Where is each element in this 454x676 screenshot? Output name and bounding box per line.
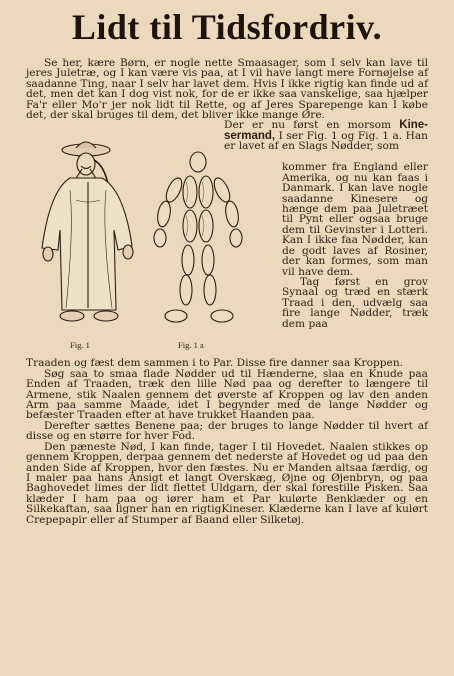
- article-body-continued: [26, 358, 428, 525]
- fig1-caption: Fig. 1: [70, 340, 90, 351]
- p4-hands: Søg saa to smaa flade Nødder ud til Hænderne, slaa en Knude paa Enden af Traaden, træk den lille Nød paa og derefter to længere til Armene, stik Naalen gennem det øverste af Kroppen og lav den anden Arm paa samme Maade, idet I begynder med de lange Nødder og befæster Traaden efter at have trukket Haanden paa.: [26, 367, 428, 422]
- fig1a-caption: Fig. 1 a: [178, 340, 204, 351]
- p2-rest: I ser Fig. 1 og Fig. 1 a. Han er lavet af en Slags Nødder, som: [224, 129, 428, 153]
- chinese-man-illustration: [30, 130, 140, 340]
- nut-man-illustration: [144, 148, 254, 351]
- p2-column: kommer fra England eller Amerika, og nu kan faas i Danmark. I kan lave nogle saadanne Kinesere og hænge dem paa Juletræet til Pynt eller ogsaa bruge dem til Gevinster i Lotteri. Kan I ikke faa Nødder, kan de godt laves af Rosiner, der kan formes, som man vil have dem.: [282, 161, 428, 278]
- p2-start: Der er nu først en morsom: [224, 119, 392, 132]
- figure-section: [26, 120, 428, 358]
- intro-paragraph: Se her, kære Børn, er nogle nette Smaasager, som I selv kan lave til jeres Juletræ, og I kan være vis paa, at I vil have langt mere Fornøjelse af saadanne Ting, naar I selv har lavet dem. Hvis I ikke rigtig kan finde ud af det, men det kan I dog vist nok, for de er ikke saa vanskelige, saa hjælper Fa'r eller Mo'r jer nok lidt til Rette, og af Jeres Sparepenge kan I købe det, der skal bruges til dem, det bliver ikke mange Øre.: [26, 57, 428, 122]
- figures: [26, 126, 294, 354]
- page-title: Lidt til Tidsfordriv.: [71, 7, 383, 47]
- p3-column: Tag først en grov Synaal og træd en stærk Traad i den, udvælg saa fire lange Nødder, træk dem paa: [282, 275, 428, 330]
- p2-bold-sermand: sermand,: [224, 129, 276, 142]
- right-column-text: [224, 120, 428, 151]
- p3-full: Traaden og fæst dem sammen i to Par. Disse fire danner saa Kroppen.: [26, 357, 404, 370]
- article-body: [26, 58, 428, 120]
- p6-head: Den pæneste Nød, I kan finde, tager I til Hovedet. Naalen stikkes op gennem Kroppen, derpaa gennem det nederste af Hovedet og ud paa den anden Side af Kroppen, hvor den fæstes. Nu er Manden altsaa færdig, og I maler paa hans Ansigt et langt Overskæg, Øjne og Øjenbryn, og paa Baghovedet limes der lidt flettet Uldgarn, der skal forestille Pisken. Saa klæder I ham paa og iører ham et Par kulørte Benklæder og en Silkekaftan, saa ligner han en rigtigKineser. Klæderne kan I lave af kulørt Crepepapir eller af Stumper af Baand eller Silketøj.: [26, 440, 428, 526]
- p2-bold-kine: Kine-: [399, 119, 429, 132]
- p5-legs: Derefter sættes Benene paa; der bruges to lange Nødder til hvert af disse og en større for hver Fod.: [26, 419, 428, 443]
- narrow-column-text: [282, 162, 428, 329]
